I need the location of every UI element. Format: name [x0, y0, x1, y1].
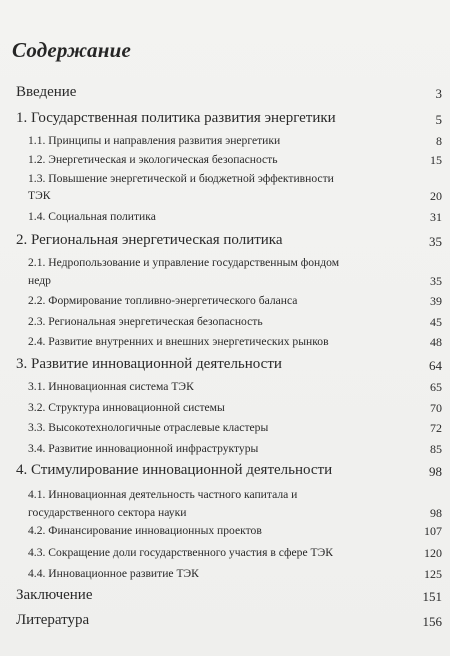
toc-entry-title: 3.3. Высокотехнологичные отраслевые кластеры	[28, 421, 269, 434]
toc-entry-title: 1.1. Принципы и направления развития энергетики	[28, 134, 281, 147]
toc-entry-page: 35	[430, 274, 442, 288]
toc-entry-title: 2.3. Региональная энергетическая безопасность	[28, 315, 263, 328]
toc-entry-page: 125	[424, 567, 442, 581]
toc-entry-page: 45	[430, 315, 442, 329]
toc-entry-title: 3.1. Инновационная система ТЭК	[28, 380, 194, 393]
toc-entry-page: 8	[436, 134, 442, 148]
toc-entry-page: 120	[424, 546, 442, 560]
toc-entry-page: 39	[430, 294, 442, 308]
toc-entry-title: Литература	[16, 612, 90, 628]
toc-entry-title-continuation: недр	[28, 274, 51, 287]
toc-entry-page: 98	[430, 506, 442, 520]
toc-entry-title: 4. Стимулирование инновационной деятельности	[16, 462, 333, 478]
toc-entry-title: 3.4. Развитие инновационной инфраструктуры	[28, 442, 259, 455]
toc-entry-page: 20	[430, 189, 442, 203]
toc-entry-title: 2.2. Формирование топливно-энергетического баланса	[28, 294, 298, 307]
toc-entry-page: 48	[430, 335, 442, 349]
toc-entry-title: 4.1. Инновационная деятельность частного капитала и	[28, 488, 298, 501]
toc-entry-page: 64	[429, 358, 442, 373]
toc-entry-page: 5	[435, 112, 442, 127]
toc-entry-page: 98	[429, 464, 442, 479]
toc-entry-title: 4.4. Инновационное развитие ТЭК	[28, 567, 199, 580]
toc-entry-title-continuation: ТЭК	[28, 189, 51, 202]
toc-entry-page: 72	[430, 421, 442, 435]
toc-entry-page: 15	[430, 153, 442, 167]
toc-entry-page: 70	[430, 401, 442, 415]
toc-entry-page: 85	[430, 442, 442, 456]
toc-entry-page: 35	[429, 234, 442, 249]
toc-entry-title: 1. Государственная политика развития энергетики	[16, 110, 336, 126]
toc-entry-title-continuation: государственного сектора науки	[28, 506, 187, 519]
toc-entry-page: 107	[424, 524, 442, 538]
toc-entry-page: 151	[422, 589, 442, 604]
page-title: Содержание	[12, 38, 131, 62]
toc-entry-page: 31	[430, 210, 442, 224]
toc-entry-title: 4.3. Сокращение доли государственного участия в сфере ТЭК	[28, 546, 333, 559]
toc-entry-title: 3. Развитие инновационной деятельности	[16, 356, 282, 372]
toc-entry-page: 3	[435, 86, 442, 101]
toc-entry-title: 2.4. Развитие внутренних и внешних энергетических рынков	[28, 335, 329, 348]
toc-entry-title: 1.3. Повышение энергетической и бюджетной эффективности	[28, 172, 334, 185]
toc-entry-title: 1.2. Энергетическая и экологическая безопасность	[28, 153, 278, 166]
toc-entry-title: Введение	[16, 84, 77, 100]
toc-entry-title: 2.1. Недропользование и управление государственным фондом	[28, 256, 340, 269]
toc-entry-title: 2. Региональная энергетическая политика	[16, 232, 283, 248]
toc-entry-page: 156	[422, 614, 442, 629]
toc-entry-title: 3.2. Структура инновационной системы	[28, 401, 225, 414]
toc-entry-page: 65	[430, 380, 442, 394]
toc-entry-title: 1.4. Социальная политика	[28, 210, 156, 223]
toc-entry-title: Заключение	[16, 587, 93, 603]
toc-entry-title: 4.2. Финансирование инновационных проектов	[28, 524, 262, 537]
